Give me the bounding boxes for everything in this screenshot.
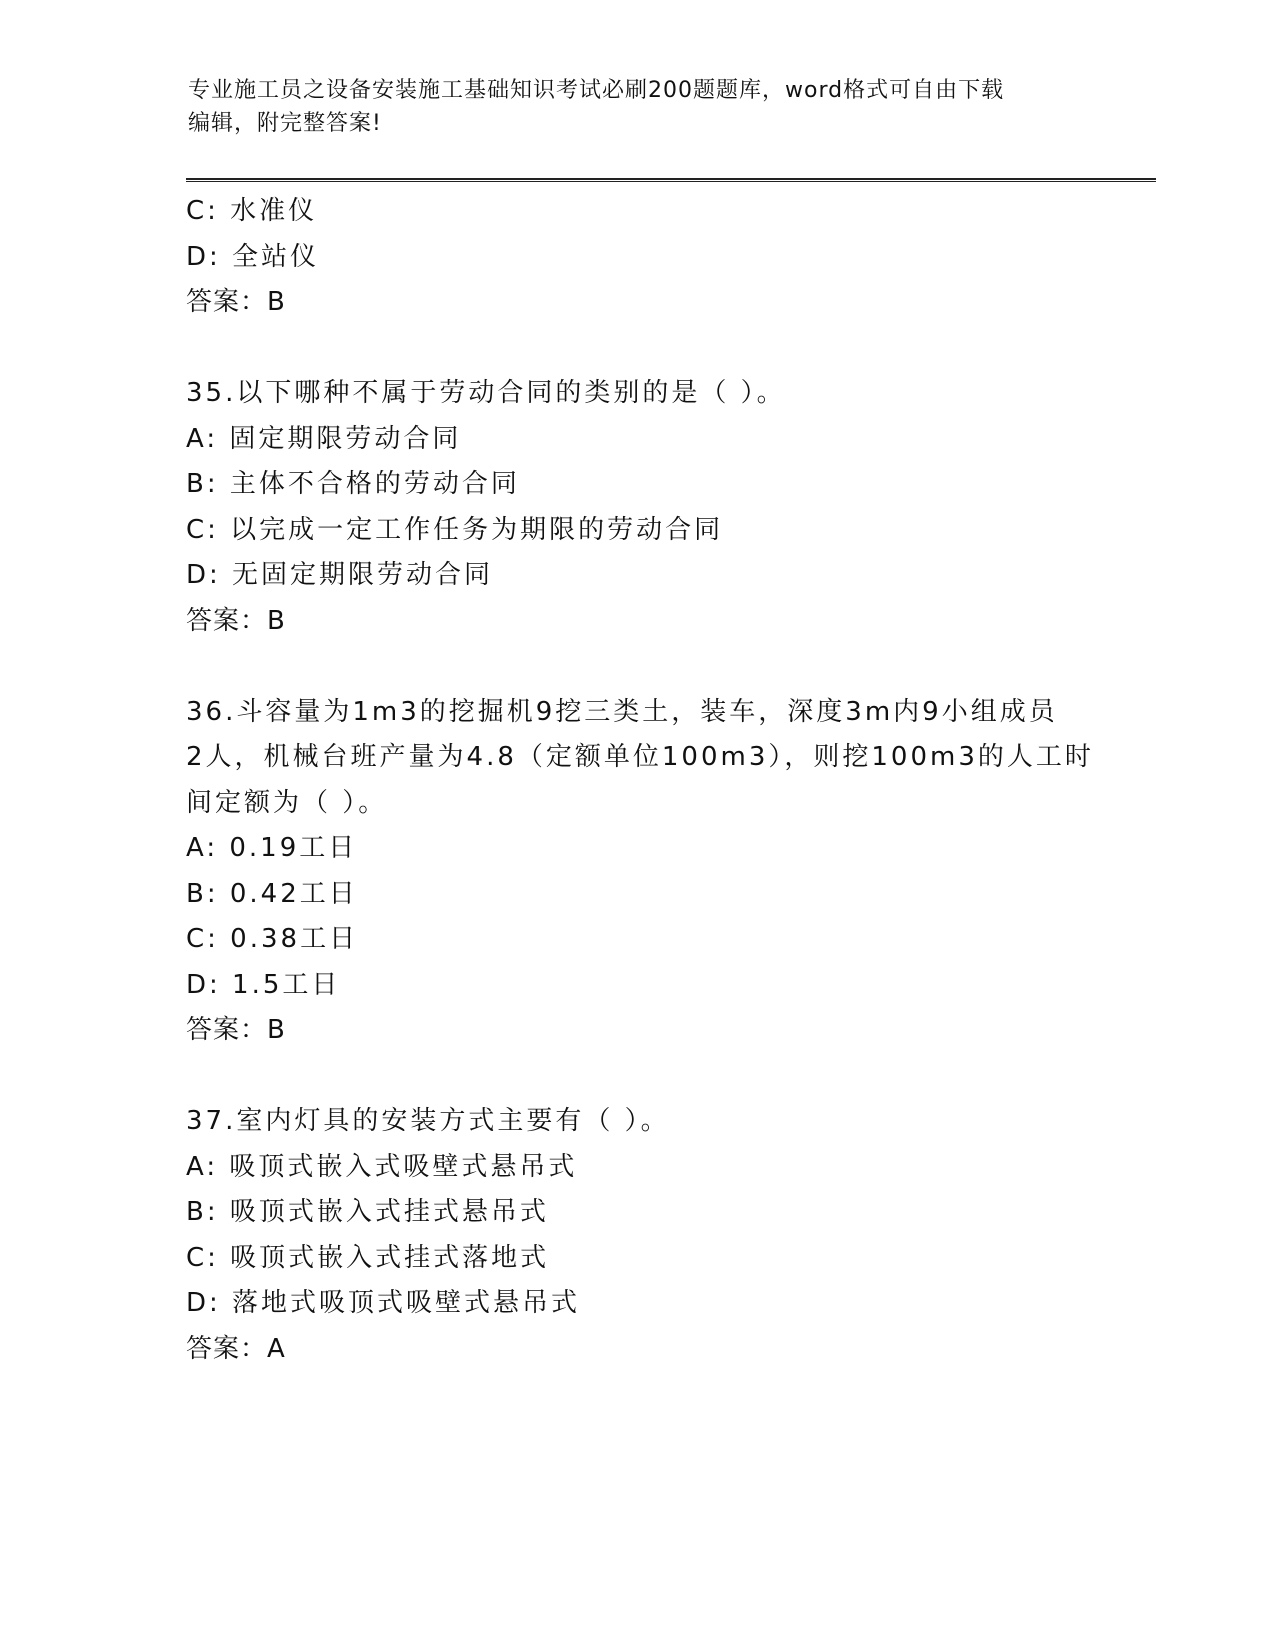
spacer [186,644,1086,690]
option-a: A: 吸顶式嵌入式吸壁式悬吊式 [186,1151,578,1182]
option-b: B: 主体不合格的劳动合同 [186,469,520,499]
question-37 [186,1099,1086,1372]
question-list [186,189,1094,1372]
option-c: C: 0.38工日 [186,924,359,954]
spacer [186,326,1086,372]
answer: 答案：B [186,1015,286,1045]
option-c: C: 以完成一定工作任务为期限的劳动合同 [186,514,724,545]
option-c: C: 吸顶式嵌入式挂式落地式 [186,1242,550,1273]
option-d: D: 全站仪 [186,241,320,272]
answer: 答案：A [186,1333,286,1364]
question-36 [186,690,1094,1054]
question-stem: 间定额为（ ）。 [186,787,388,818]
option-d: D: 落地式吸顶式吸壁式悬吊式 [186,1288,581,1318]
question-34-tail [186,189,1086,326]
option-c: C: 水准仪 [186,196,318,226]
option-d: D: 1.5工日 [186,969,341,1000]
spacer [186,1054,1086,1100]
header-divider [186,178,1156,182]
question-35 [186,371,1086,644]
option-b: B: 0.42工日 [186,878,358,909]
header-line-2: 编辑，附完整答案! [188,111,382,136]
question-stem: 37.室内灯具的安装方式主要有（ ）。 [186,1106,670,1136]
option-d: D: 无固定期限劳动合同 [186,560,494,590]
question-stem: 35.以下哪种不属于劳动合同的类别的是（ ）。 [186,378,786,408]
option-a: A: 固定期限劳动合同 [186,423,462,454]
answer: 答案：B [186,605,286,636]
option-a: A: 0.19工日 [186,833,358,863]
option-b: B: 吸顶式嵌入式挂式悬吊式 [186,1197,549,1227]
answer: 答案：B [186,287,286,317]
question-stem: 2人，机械台班产量为4.8（定额单位100m3），则挖100m3的人工时 [186,742,1094,772]
header-line-1: 专业施工员之设备安装施工基础知识考试必刷200题题库，word格式可自由下载 [188,78,1005,103]
document-header [188,74,1088,140]
question-stem: 36.斗容量为1m3的挖掘机9挖三类土，装车，深度3m内9小组成员 [186,696,1058,727]
